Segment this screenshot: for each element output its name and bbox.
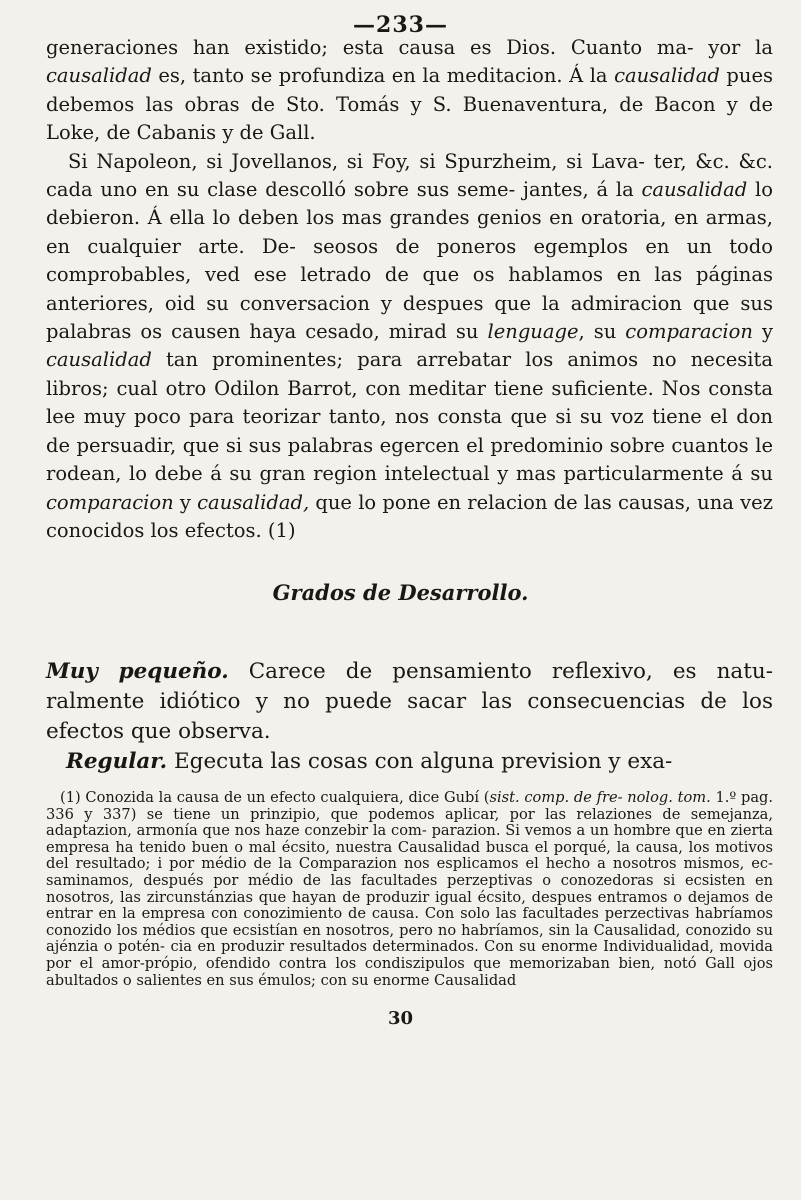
footnote-text <box>46 790 773 989</box>
grade-term: Muy pequeño. <box>46 659 229 684</box>
paragraph-2 <box>46 148 773 546</box>
text-run: pues debemos las obras de Sto. Tomás y S. Buenaventura, de Bacon y de Loke, de Cabanis y de Gall. <box>46 64 773 145</box>
italic-term: causalidad <box>641 178 748 202</box>
section-heading: Grados de Desarrollo. <box>272 580 529 605</box>
italic-term: comparacion <box>46 490 174 514</box>
grade-very-small <box>46 657 773 747</box>
text-run: , su <box>578 320 626 344</box>
paragraph-1 <box>46 34 773 148</box>
grade-regular <box>46 747 773 777</box>
text-run: lo debieron. Á ella lo deben los mas grandes genios en oratoria, en armas, en cualquier arte. De- seosos de poneros egemplos en un todo comprobables, ved ese letrado de que os hablamos en las páginas anteriores, oid su conversacion y despues que la admiracion que sus palabras os causen haya cesado, mirad su <box>46 178 773 344</box>
italic-term: sist. comp. de fre- nolog. tom. <box>489 789 711 806</box>
italic-term: comparacion <box>625 320 753 344</box>
text-run: Si Napoleon, si Jovellanos, si Foy, si Spurzheim, si Lava- ter, &c. &c. cada uno en su clase descolló sobre sus seme- jantes, á la <box>46 149 773 202</box>
body-text <box>46 34 773 545</box>
italic-term: causalidad <box>46 348 152 372</box>
grades-list <box>46 657 773 777</box>
text-run: generaciones han existido; esta causa es Dios. Cuanto ma- yor la <box>46 36 773 59</box>
page-number: —233— <box>353 12 448 38</box>
text-run: tan prominentes; para arrebatar los animos no necesita libros; cual otro Odilon Barrot, con meditar tiene suficiente. Nos consta lee muy poco para teorizar tanto, nos consta que si su voz tiene el don de persuadir, que si sus palabras egercen el predominio sobre cuantos le rodean, lo debe á su gran region intelectual y mas particularmente á su <box>46 348 773 486</box>
grade-text: Egecuta las cosas con alguna prevision y exa- <box>167 749 673 774</box>
signature-mark: 30 <box>387 1008 414 1029</box>
text-run: y <box>752 320 773 344</box>
footnote <box>46 790 773 989</box>
text-run: 1.º pag. 336 y 337) se tiene un prinzipio, que podemos aplicar, por las relaziones de semejanza, adaptazion, armonía que nos haze conzebir la com- parazion. Si vemos a un hombre que en zierta empresa ha tenido buen o mal écsito, nuestra Causalidad busca el porqué, la causa, los motivos del resultado; i por médio de la Comparazion nos esplicamos el hecho a nosotros mismos, ec- saminamos, después por médio de las facultades perzeptivas o conozedoras si ecsisten en nosotros, las zircunstánzias que hayan de produzir igual écsito, despues entramos o dejamos de entrar en la empresa con conozimiento de causa. Con solo las facultades perzectivas habríamos conozido los médios que ecsistían en nosotros, pero no habríamos, sin la Causalidad, conozido su ajénzia o potén- cia en produzir resultados determinados. Con su enorme Individualidad, movida por el amor-própio, ofendido contra los condiszipulos que memorizaban bien, notó Gall ojos abultados o salientes en sus émulos; con su enorme Causalidad <box>46 789 774 989</box>
text-run: que lo pone en relacion de las causas, una vez conocidos los efectos. (1) <box>46 490 773 542</box>
italic-term: lenguage <box>487 320 579 344</box>
text-run: y <box>173 490 198 514</box>
text-run: (1) Conozida la causa de un efecto cualquiera, dice Gubí ( <box>60 789 490 806</box>
italic-term: causalidad <box>46 64 152 88</box>
italic-term: causalidad, <box>197 490 310 514</box>
italic-term: causalidad <box>614 64 720 88</box>
grade-text: Carece de pensamiento reflexivo, es natu- ralmente idiótico y no puede sacar las consecuencias de los efectos que observa. <box>46 659 774 744</box>
grade-term: Regular. <box>66 749 168 774</box>
text-run: es, tanto se profundiza en la meditacion. Á la <box>151 64 615 88</box>
